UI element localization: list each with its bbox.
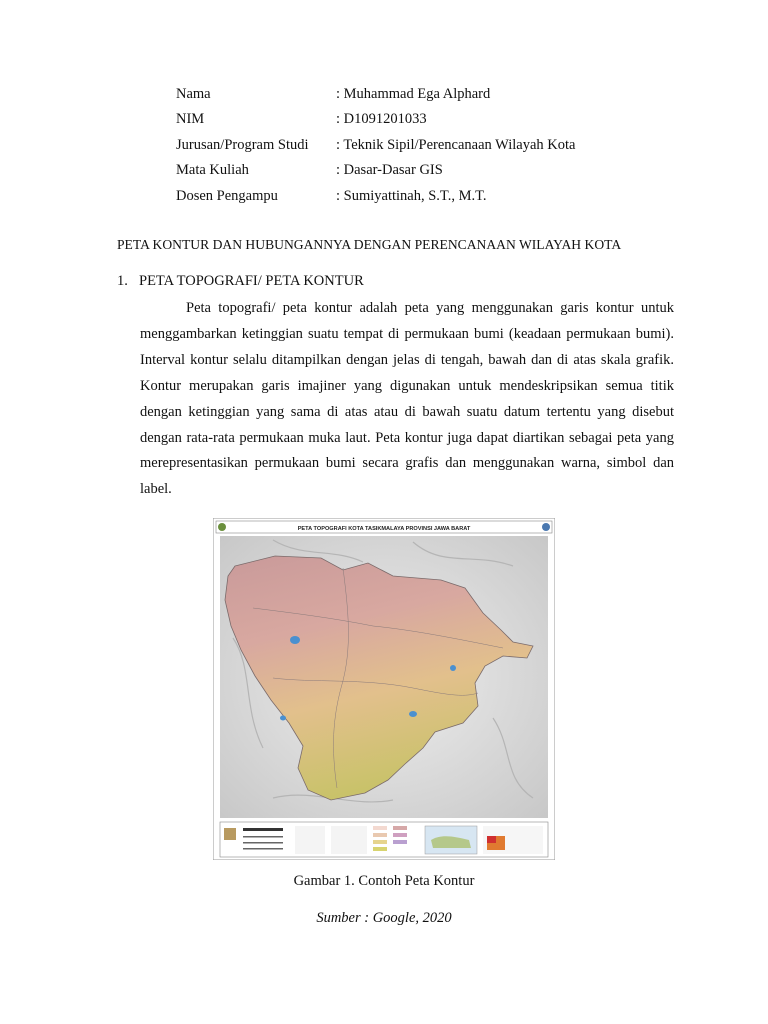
north-arrow-icon	[542, 523, 550, 531]
identity-value: : D1091201033	[336, 111, 427, 128]
identity-value: : Muhammad Ega Alphard	[336, 86, 491, 102]
document-title: PETA KONTUR DAN HUBUNGANNYA DENGAN PERENCANAAN WILAYAH KOTA	[117, 237, 622, 252]
identity-label: Jurusan/Program Studi	[176, 136, 309, 153]
identity-value: : Dasar-Dasar GIS	[336, 162, 443, 179]
topographic-map-image	[213, 518, 555, 860]
topographic-map-figure	[213, 518, 555, 860]
section-heading-text: PETA TOPOGRAFI/ PETA KONTUR	[139, 273, 364, 289]
identity-label: Nama	[176, 86, 211, 102]
body-paragraph: Peta topografi/ peta kontur adalah peta yang menggunakan garis kontur untuk menggambarkan ketinggian suatu tempat di permukaan bumi (keadaan permukaan bumi). Interval kontur selalu ditampilkan dengan jelas di tengah, bawah dan di atas skala grafik. Kontur merupakan garis imajiner yang digunakan untuk mendeskripsikan semua titik dengan ketinggian yang sama di atas atau di bawah suatu datum tertentu yang disebut dengan rata-rata permukaan muka laut. Peta kontur juga dapat diartikan sebagai peta yang merepresentasikan permukaan bumi secara grafis dan menggunakan warna, simbol dan label.	[140, 300, 674, 498]
identity-label: Dosen Pengampu	[176, 187, 278, 204]
map-title: PETA TOPOGRAFI KOTA TASIKMALAYA PROVINSI JAWA BARAT	[297, 526, 471, 532]
figure-source: Sumber : Google, 2020	[316, 910, 452, 926]
section-heading	[117, 273, 364, 290]
section-number: 1.	[117, 273, 128, 289]
emblem-icon	[218, 523, 226, 531]
identity-value: : Sumiyattinah, S.T., M.T.	[336, 187, 487, 204]
identity-value: : Teknik Sipil/Perencanaan Wilayah Kota	[336, 136, 576, 153]
identity-label: NIM	[176, 111, 205, 128]
identity-label: Mata Kuliah	[176, 162, 249, 179]
figure-caption: Gambar 1. Contoh Peta Kontur	[293, 873, 475, 889]
